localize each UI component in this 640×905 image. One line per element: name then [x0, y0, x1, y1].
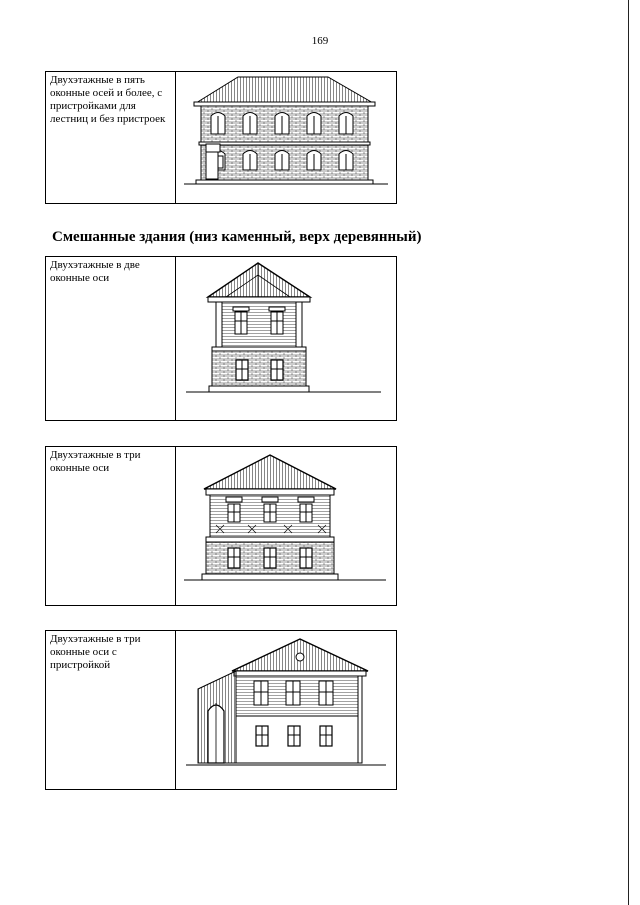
facade-drawing — [176, 257, 396, 420]
mixed-facade-three-axis-annex — [176, 631, 396, 789]
facade-drawing — [176, 72, 396, 203]
facade-drawing — [176, 631, 396, 789]
brick-facade-five-axis — [176, 72, 396, 203]
scan-edge-line — [628, 0, 629, 905]
table-row — [45, 71, 397, 204]
mixed-facade-two-axis — [176, 257, 396, 420]
mixed-facade-three-axis — [176, 447, 396, 605]
table-row — [45, 630, 397, 790]
section-heading: Смешанные здания (низ каменный, верх деревянный) — [52, 229, 422, 245]
row-label: Двухэтажные в три оконные оси — [46, 447, 176, 605]
row-label: Двухэтажные в три оконные оси с пристройкой — [46, 631, 176, 789]
row-label: Двухэтажные в две оконные оси — [46, 257, 176, 420]
page-number: 169 — [311, 35, 329, 47]
table-row — [45, 256, 397, 421]
facade-drawing — [176, 447, 396, 605]
table-row — [45, 446, 397, 606]
row-label: Двухэтажные в пять оконные осей и более, с пристройками для лестниц и без пристроек — [46, 72, 176, 203]
